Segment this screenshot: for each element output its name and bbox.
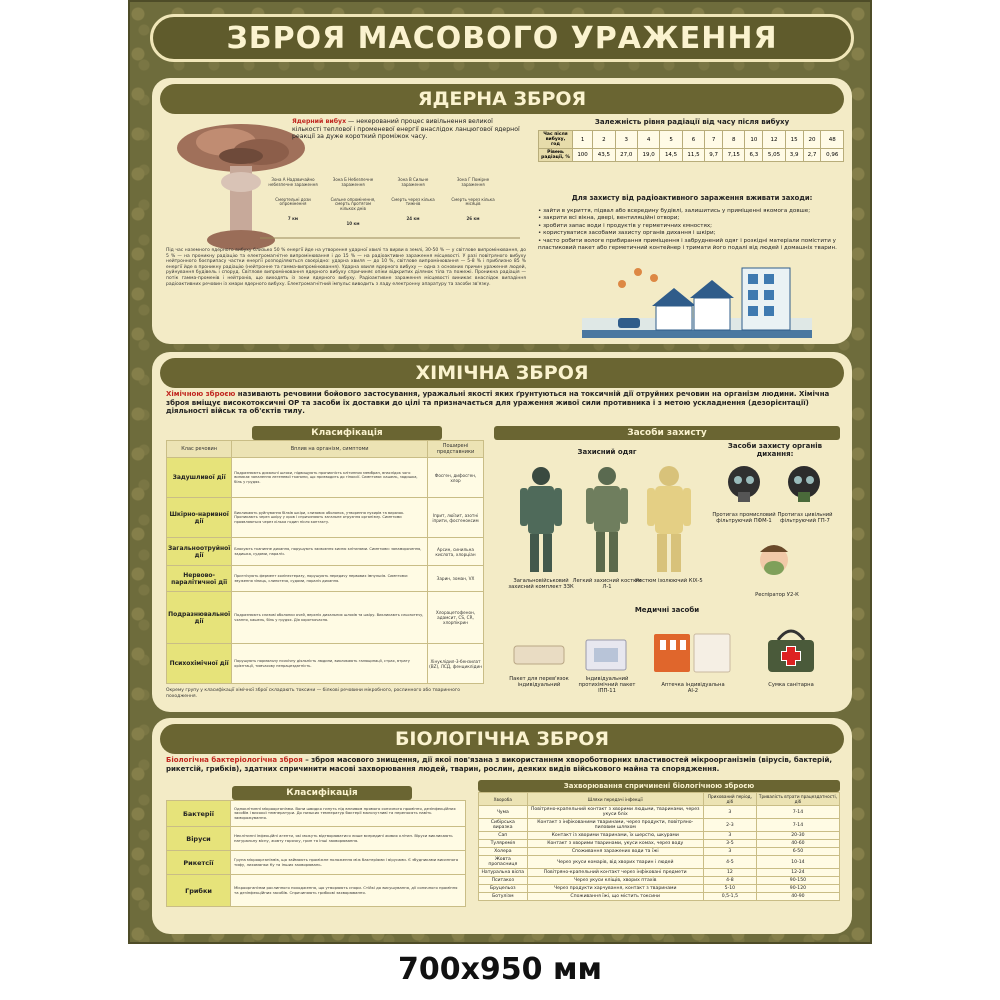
level-cell: 3,9 [785,149,803,162]
gas-mask-gp7-icon [782,462,826,506]
radiation-table [538,130,844,162]
chemical-panel [152,352,852,712]
disease-cell: 0,5-1,5 [703,893,756,901]
zone-a [268,178,318,222]
suit-kikh5-icon [644,464,694,574]
measures-title: Для захисту від радіоактивного зараження вживати заходи: [571,194,813,202]
antichemical-pack-label: Індивідуальний протихімічний пакет ІПП-11 [578,676,636,694]
disease-cell: 4-8 [703,877,756,885]
chemical-agents: Зарин, зоман, VX [428,566,484,592]
protection-title: Засоби захисту [494,426,840,440]
nuclear-definition-term: Ядерний вибух [292,118,347,125]
zone-b-value: 10 км [346,220,360,226]
radiation-hours-row [539,131,844,149]
measures-list [538,208,838,252]
chemical-desc: Викликають руйнування білків шкіри, слизових оболонок, утворення пухирів та виразок. Проникають через шкіру у кров і спричиняють загальне отруєння організму. Симптоми проявляються через кілька годин після контакту. [232,498,428,538]
disease-cell: Контакт з хворими тваринами, укуси комах, через воду [527,840,703,848]
disease-table [478,792,840,901]
disease-cell: Бруцельоз [479,885,528,893]
chemical-agents: Фосген, дифосген, хлор [428,458,484,498]
nuclear-panel [152,78,852,344]
chemical-row [167,644,484,684]
disease-row [479,877,840,885]
disease-cell: 3-5 [703,840,756,848]
radiation-table-title: Залежність рівня радіації від часу після вибуху [594,118,790,126]
med-title: Медичні засоби [634,606,700,614]
disease-cell: 10-14 [756,856,839,869]
level-cell: 9,7 [705,149,723,162]
disease-cell: Сап [479,832,528,840]
levels-label: Рівень радіації, % [539,149,573,162]
bio-class-title: Класифікація [232,786,412,800]
hour-cell: 12 [763,131,785,149]
zone-b [328,178,378,227]
chemical-name: Задушливої дії [167,458,232,498]
first-aid-kit-icon [652,630,732,676]
chemical-agents: Хлорацетофенон, адамсит, CS, CR, хлорпікрин [428,592,484,644]
disease-table-title: Захворювання спричинені біологічною зброєю [478,780,840,792]
suit-zzk-label: Загальновійськовий захисний комплект ЗЗК [508,578,574,590]
radiation-levels-row [539,149,844,162]
disease-cell: 4-5 [703,856,756,869]
disease-col: Прихований період, діб [703,793,756,806]
bio-name: Віруси [167,827,231,851]
disease-cell: Пситакоз [479,877,528,885]
bio-desc: Група мікроорганізмів, що займають проміжне положення між бактеріями і вірусами. Є збудниками висипного тифу, лихоманки Ку та інших захворювань. [231,851,466,875]
disease-cell: Через укуси комарів, від хворих тварин і людей [527,856,703,869]
disease-cell: Споживання заражених води та їжі [527,848,703,856]
chemical-row [167,538,484,566]
zone-a-desc: Смертельні дози опромінення [275,196,311,207]
level-cell: 6,3 [745,149,763,162]
zone-b-title: Зона Б Небезпечне зараження [332,177,374,187]
level-cell: 11,5 [682,149,704,162]
disease-cell: 90-150 [756,877,839,885]
chemical-agents: Хінуклідил-3-бензилат (BZ), ЛСД, фенциклідин [428,644,484,684]
gas-mask-pfm1-icon [722,462,766,506]
disease-row [479,819,840,832]
nuclear-heading: ЯДЕРНА ЗБРОЯ [417,88,587,110]
bio-intro-term: Біологічна бактеріологічна зброя [166,756,303,764]
poster-title: ЗБРОЯ МАСОВОГО УРАЖЕННЯ [226,20,778,56]
chemical-name: Психохімічної дії [167,644,232,684]
level-cell: 100 [573,149,593,162]
disease-row [479,869,840,877]
nuclear-heading-bar [160,84,844,114]
nuclear-definition [292,118,522,141]
disease-cell: Натуральна віспа [479,869,528,877]
disease-row [479,856,840,869]
disease-cell: Контакт із хворими тваринами, їх шерстю, шкурами [527,832,703,840]
chemical-class-title: Класифікація [252,426,442,440]
measure-item: • закрити всі вікна, двері, вентиляційні отвори; [538,215,838,222]
chemical-row [167,458,484,498]
disease-cell: 40-90 [756,893,839,901]
hours-label: Час після вибуху, год [539,131,573,149]
zone-b-desc: Сильне опромінення, смерть протягом кількох днів [330,196,376,212]
suit-l1-icon [582,464,632,574]
disease-row [479,885,840,893]
chemical-note: Окрему групу у класифікації хімічної зброї складають токсини — білкові речовини мікробного, рослинного або тваринного походження. [166,688,461,699]
hour-cell: 10 [745,131,763,149]
gas-mask-gp7-label: Протигаз цивільний фільтруючий ГП-7 [777,512,833,524]
chemical-name: Загальноотруйної дії [167,538,232,566]
zone-a-value: 7 км [287,216,299,222]
disease-cell: 6-50 [756,848,839,856]
bio-desc: Одноклітинні мікроорганізми. Вони швидко гинуть під впливом прямого сонячного проміння, дезінфекційних засобів і високої температури. До низьких температур бактерії малочутливі та переносять навіть заморожування. [231,801,466,827]
chemical-class-table [166,440,484,684]
level-cell: 5,05 [763,149,785,162]
zone-v-value: 24 км [406,216,420,222]
hour-cell: 48 [821,131,844,149]
nuclear-body-text: Під час наземного ядерного вибуху близько 50 % енергії йде на утворення ударної хвилі та вирви в землі, 30-50 % — у світлове випромінювання, до 5 % — на проникну радіацію та електромагнітне випромінювання і до 15 % — на радіоактивне зараження місцевості. У разі повітряного вибуху нейтронного боєприпасу частки енергії розподіляються своєрідно: ударна хвиля — до 10 %, світлове випромінювання — 5-8 % і приблизно 85 % енергії йде в проникну радіацію (нейтронне та гамма-випромінювання). Ударна хвиля ядерного вибуху — одна з основних причин ураження людей, руйнування будівель і споруд. Світлове випромінювання ядерного вибуху спричиняє опіки відкритих ділянок тіла та пожежі. Проникна радіація — потік гамма-променів і нейтронів, що виходять із зони ядерного вибуху. Радіоактивне зараження місцевості виникає внаслідок випадіння радіоактивних речовин із хмари ядерного вибуху. Електромагнітний імпульс виводить з ладу електронну апаратуру та засоби зв'язку. [166,248,526,287]
zone-v [388,178,438,222]
level-cell: 43,5 [593,149,615,162]
disease-cell: Холера [479,848,528,856]
suit-kikh5-label: Костюм ізолюючий КІХ-5 [635,578,703,584]
chemical-table-header [167,441,484,458]
respirator-icon [752,542,796,586]
chemical-row [167,566,484,592]
hour-cell: 15 [785,131,803,149]
hour-cell: 8 [723,131,745,149]
disease-cell: 7-14 [756,806,839,819]
disease-cell: 7-14 [756,819,839,832]
zone-g-desc: Смерть через кілька місяців [451,196,495,207]
disease-cell: 90-120 [756,885,839,893]
measure-item: • зайти в укриття, підвал або всередину будівлі, залишитись у приміщенні якомога довше; [538,208,838,215]
medical-bag-icon [764,626,818,676]
hour-cell: 1 [573,131,593,149]
poster [128,0,872,944]
disease-cell: Сибірська виразка [479,819,528,832]
bandage-pack-icon [512,642,566,668]
chemical-row [167,592,484,644]
hour-cell: 6 [682,131,704,149]
respirator-label: Респіратор У2-К [755,592,799,598]
nuclear-definition-text: — некерований процес вивільнення великої кількості теплової і променевої енергії внаслідок ланцюгової ядерної реакції за дуже короткий проміжок часу. [292,118,520,141]
first-aid-kit-label: Аптечка індивідуальна АІ-2 [661,682,725,694]
hour-cell: 20 [803,131,821,149]
disease-row [479,893,840,901]
suits-title: Захисний одяг [577,448,637,456]
level-cell: 14,5 [660,149,682,162]
chemical-heading-bar [160,358,844,388]
level-cell: 27,0 [615,149,637,162]
bio-desc: Неклітинні інфекційні агенти, які можуть відтворюватися лише всередині живих клітин. Віруси викликають натуральну віспу, жовту гарячку, грип та інші захворювання. [231,827,466,851]
disease-cell: 12-24 [756,869,839,877]
suit-l1-label: Легкий захисний костюм Л-1 [572,578,642,590]
col-class: Клас речовин [167,441,232,458]
disease-cell: 3 [703,832,756,840]
disease-cell: Ботулізм [479,893,528,901]
chemical-desc: Подразнюють дихальні шляхи, підвищують проникність клітинних мембран, внаслідок чого виникає запалення легеневої тканини, що призводить до гіпоксії. Симптоми: кашель, задишка, біль у грудях. [232,458,428,498]
size-label: 700x950 мм [397,952,603,987]
disease-cell: Споживання їжі, що містить токсини [527,893,703,901]
antichemical-pack-icon [584,638,628,672]
disease-table-header [479,793,840,806]
measure-item: • зробити запас води і продуктів у герметичних ємностях; [538,223,838,230]
chemical-desc: Блокують тканинне дихання, порушують засвоєння кисню клітинами. Симптоми: запаморочення, задишка, судоми, параліч. [232,538,428,566]
chemical-desc: Подразнюють слизові оболонки очей, верхніх дихальних шляхів та шкіру. Викликають сльозотечу, чхання, кашель, біль у грудях. Дія короткочасна. [232,592,428,644]
disease-col: Хвороба [479,793,528,806]
measure-item: • часто робити вологе прибирання приміщення і забруднений одяг і розкідні матеріали помістити у пластиковий пакет або герметичний контейнер і тримати його подалі від людей і домашніх тварин. [538,238,838,253]
chemical-agents: Іприт, люїзит, азотні іприти, фосгеноксим [428,498,484,538]
zone-g [448,178,498,222]
chemical-name: Шкірно-наривної дії [167,498,232,538]
bio-name: Грибки [167,875,231,907]
disease-cell: 2-3 [703,819,756,832]
bio-desc: Мікроорганізми рослинного походження, що утворюють спори. Стійкі до висушування, дії сонячного проміння та дезінфекційних засобів. Спричиняють грибкові захворювання. [231,875,466,907]
zone-v-desc: Смерть через кілька тижнів [391,196,435,207]
measure-item: • користуватися засобами захисту органів дихання і шкіри; [538,230,838,237]
bio-row [167,827,466,851]
col-agents: Поширені представники [428,441,484,458]
disease-row [479,840,840,848]
bio-name: Бактерії [167,801,231,827]
hour-cell: 5 [660,131,682,149]
hour-cell: 3 [615,131,637,149]
chemical-name: Подразнювальної дії [167,592,232,644]
bio-heading: БІОЛОГІЧНА ЗБРОЯ [394,728,610,750]
hour-cell: 2 [593,131,615,149]
bio-class-table [166,800,466,907]
zone-v-title: Зона В Сильне зараження [397,177,429,187]
zone-a-title: Зона А Надзвичайно небезпечне зараження [268,177,318,187]
disease-cell: Через продукти харчування, контакт з тваринами [527,885,703,893]
disease-cell: Через укуси кліщів, хворих птахів [527,877,703,885]
disease-col: Шляхи передачі інфекції [527,793,703,806]
disease-cell: Контакт з інфікованими тваринами, через продукти, повітряно-пиловим шляхом [527,819,703,832]
chemical-heading: ХІМІЧНА ЗБРОЯ [415,362,589,384]
disease-row [479,806,840,819]
chemical-name: Нервово-паралітичної дії [167,566,232,592]
bio-heading-bar [160,724,844,754]
disease-cell: 20-30 [756,832,839,840]
bio-row [167,875,466,907]
zone-g-title: Зона Г Помірне зараження [456,177,490,187]
chemical-intro-term: Хімічною зброєю [166,390,236,398]
col-effect: Вплив на організм, симптоми [232,441,428,458]
zone-g-value: 26 км [466,216,480,222]
bandage-pack-label: Пакет для перев'язок індивідуальний [509,676,569,688]
chemical-intro [166,390,838,416]
chemical-intro-text: називають речовини бойового застосування, уражальні якості яких ґрунтуються на токсичній дії отруйних речовин на організм людини. Хімічна зброя вміщує високотоксичні ОР та засоби їх доставки до цілі та призначається для ураження живої сили противника і з метою ускладнення (дезорієнтації) діяльності військ та об'єктів тилу. [166,390,830,416]
level-cell: 7,15 [723,149,745,162]
medical-bag-label: Сумка санітарна [768,682,814,688]
disease-cell: Туляремія [479,840,528,848]
bio-intro [166,756,838,773]
disease-cell: 40-60 [756,840,839,848]
chemical-desc: Порушують нормальну психічну діяльність людини, викликають галюцинації, страх, втрату орієнтації, тимчасову непрацездатність. [232,644,428,684]
disease-col: Тривалість втрати працездатності, діб [756,793,839,806]
disease-cell: Чума [479,806,528,819]
bio-row [167,801,466,827]
disease-cell: 12 [703,869,756,877]
bio-name: Рикетсії [167,851,231,875]
houses-illustration-icon [582,258,812,338]
disease-cell: 5-10 [703,885,756,893]
disease-cell: Повітряно-крапельний контакт через інфіковані предмети [527,869,703,877]
disease-row [479,832,840,840]
hour-cell: 7 [705,131,723,149]
gas-mask-pfm1-label: Протигаз промисловий фільтруючий ПФМ-1 [712,512,776,524]
disease-cell: Жовта пропасниця [479,856,528,869]
disease-row [479,848,840,856]
disease-cell: 3 [703,806,756,819]
level-cell: 0,96 [821,149,844,162]
level-cell: 19,0 [637,149,659,162]
disease-cell: Повітряно-крапельний контакт з хворими людьми, тваринами, через укуси бліх [527,806,703,819]
hour-cell: 4 [637,131,659,149]
chemical-row [167,498,484,538]
disease-cell: 3 [703,848,756,856]
bio-panel [152,718,852,934]
poster-title-bar [150,14,854,62]
bio-intro-text: – зброя масового знищення, дії якої пов'язана з використанням хвороботворних властивостей мікроорганізмів (вірусів, бактерій, рикетсій, грибків), здатних спричинити масові захворювання людей, тварин, рослин, деяких видів військового майна та спорядження. [166,756,833,773]
chemical-agents: Арсин, синильна кислота, хлорціан [428,538,484,566]
suit-zzk-icon [516,464,566,574]
bio-row [167,851,466,875]
level-cell: 2,7 [803,149,821,162]
chemical-desc: Пригнічують фермент холінестеразу, порушують передачу нервових імпульсів. Симптоми: звуження зіниць, слинотеча, судоми, параліч дихання. [232,566,428,592]
resp-title: Засоби захисту органів дихання: [727,442,823,458]
